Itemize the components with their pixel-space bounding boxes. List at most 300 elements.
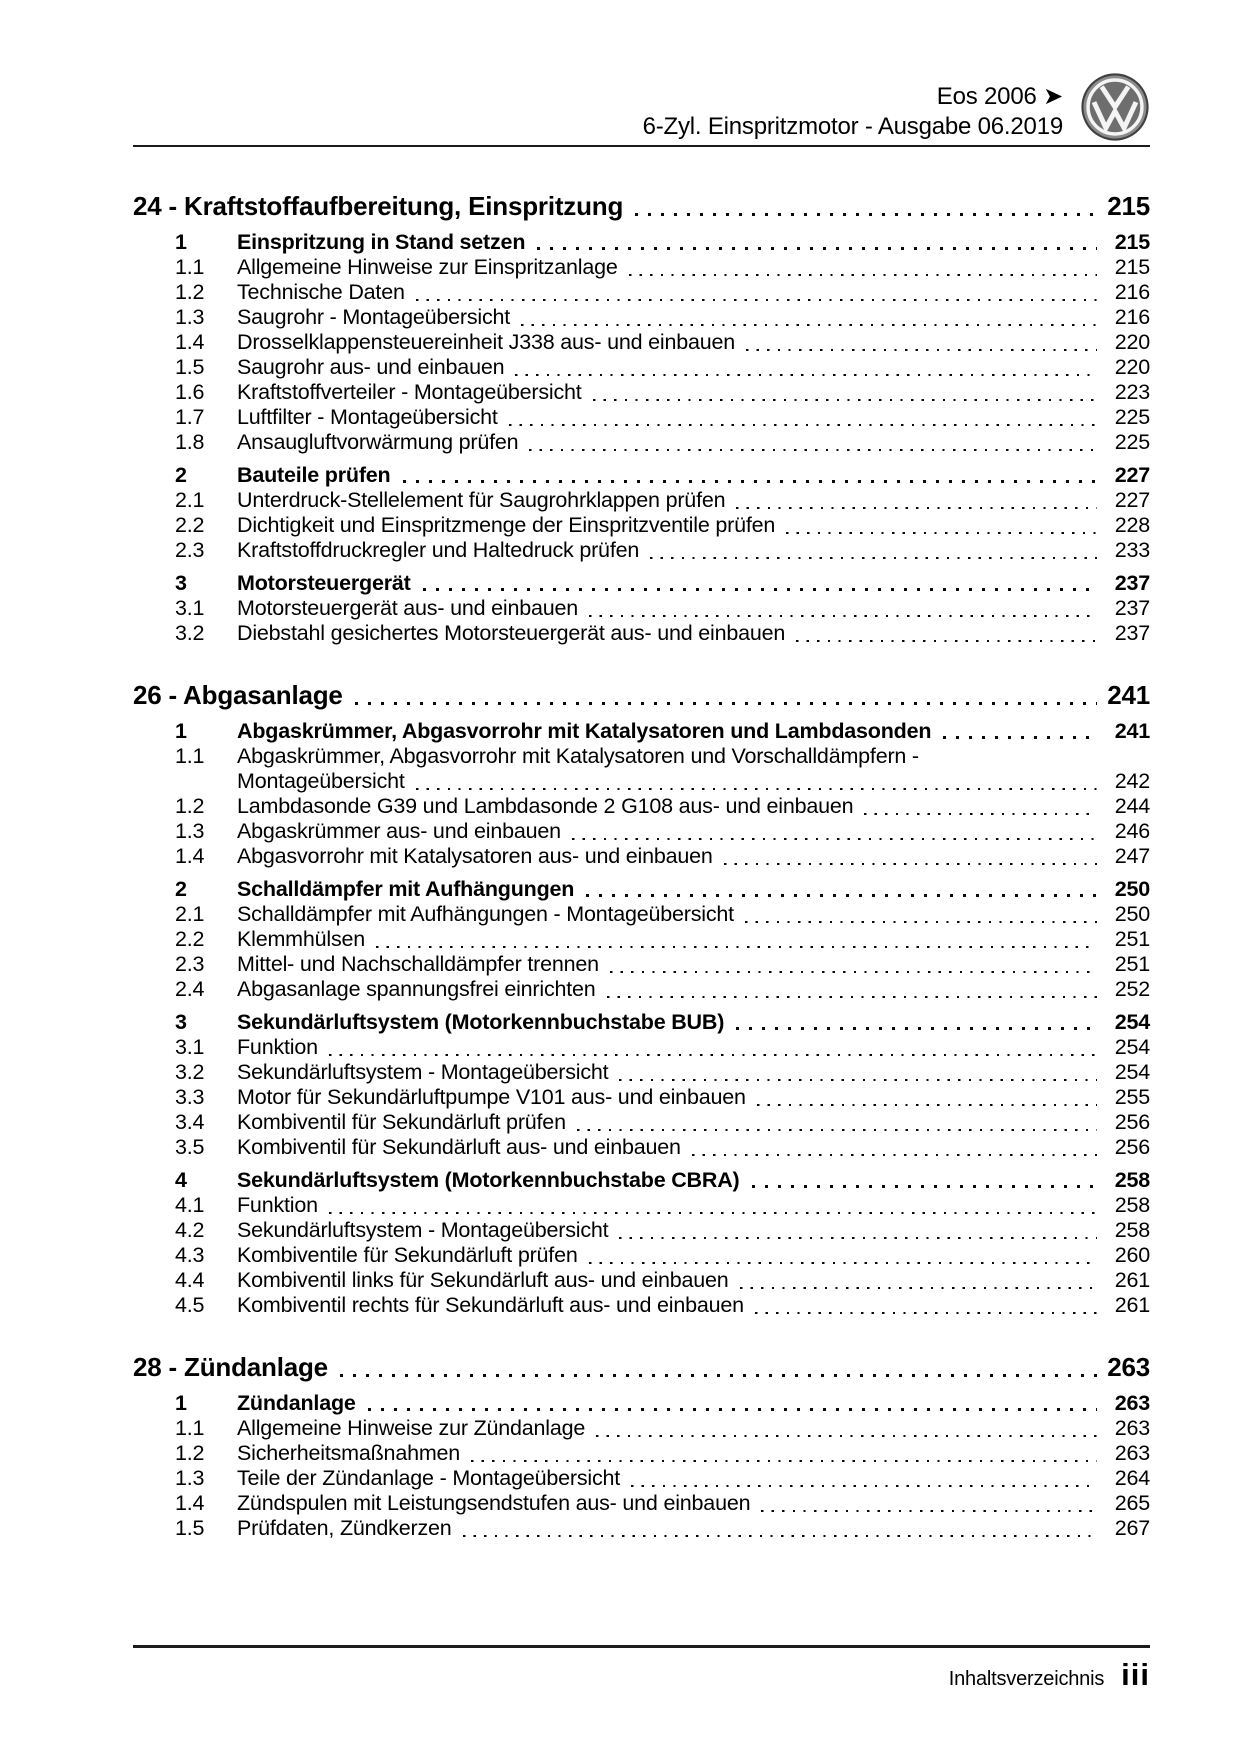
page-number: 215 bbox=[1114, 255, 1150, 279]
entry-number: 1 bbox=[175, 230, 187, 254]
entry-title-line bbox=[237, 1268, 1150, 1293]
page-number: 250 bbox=[1114, 877, 1150, 901]
entry-content bbox=[237, 230, 1150, 255]
chapter-title: 28 - Zündanlage bbox=[133, 1352, 328, 1382]
entry-content bbox=[237, 1516, 1150, 1541]
entry-title: Unterdruck-Stellelement für Saugrohrklappen prüfen bbox=[237, 488, 726, 512]
entry-content bbox=[237, 952, 1150, 977]
entry-content bbox=[237, 330, 1150, 355]
entry-number: 2.2 bbox=[175, 927, 205, 951]
entry-content bbox=[237, 430, 1150, 455]
entry-number: 3.3 bbox=[175, 1085, 205, 1109]
entry-content bbox=[237, 719, 1150, 744]
dot-leader bbox=[761, 1510, 1097, 1512]
entry-content bbox=[237, 513, 1150, 538]
entry-title: Sicherheitsmaßnahmen bbox=[237, 1441, 461, 1465]
page-number: 241 bbox=[1114, 719, 1150, 743]
page-number: 225 bbox=[1114, 405, 1150, 429]
dot-leader bbox=[631, 1485, 1097, 1487]
page-number: 254 bbox=[1114, 1060, 1150, 1084]
dot-leader bbox=[340, 1374, 1097, 1377]
page-number: 254 bbox=[1114, 1035, 1150, 1059]
entry-number: 3.2 bbox=[175, 621, 205, 645]
entry-number: 3.4 bbox=[175, 1110, 205, 1134]
page-number: 256 bbox=[1114, 1110, 1150, 1134]
entry-number: 1.3 bbox=[175, 1466, 205, 1490]
page-number: 263 bbox=[1114, 1391, 1150, 1415]
entry-content bbox=[237, 380, 1150, 405]
header-text-block bbox=[643, 82, 1063, 142]
toc-entry-row bbox=[133, 1010, 1150, 1035]
toc-entry-row bbox=[133, 1466, 1150, 1491]
toc-entry-row bbox=[133, 1243, 1150, 1268]
entry-content bbox=[237, 621, 1150, 646]
entry-title: Luftfilter - Montageübersicht bbox=[237, 405, 498, 429]
page-number: 228 bbox=[1114, 513, 1150, 537]
toc-entry-row bbox=[133, 1218, 1150, 1243]
entry-title-line bbox=[237, 430, 1150, 455]
page-number: 252 bbox=[1114, 977, 1150, 1001]
entry-title-line bbox=[237, 405, 1150, 430]
dot-leader bbox=[529, 449, 1097, 451]
entry-title: Funktion bbox=[237, 1035, 318, 1059]
entry-number: 1.4 bbox=[175, 844, 205, 868]
entry-title: Saugrohr - Montageübersicht bbox=[237, 305, 511, 329]
entry-title: Motor für Sekundärluftpumpe V101 aus- und einbauen bbox=[237, 1085, 746, 1109]
toc-chapter-heading-row bbox=[133, 191, 1150, 221]
toc-entry-row bbox=[133, 1268, 1150, 1293]
toc-entry-row bbox=[133, 877, 1150, 902]
toc-entry-row bbox=[133, 571, 1150, 596]
dot-leader bbox=[757, 1104, 1097, 1106]
entry-content bbox=[237, 280, 1150, 305]
entry-title-line bbox=[237, 1035, 1150, 1060]
entry-title-line bbox=[237, 952, 1150, 977]
page-number: 247 bbox=[1114, 844, 1150, 868]
toc-chapter bbox=[133, 680, 1150, 1318]
entry-number: 1.4 bbox=[175, 1491, 205, 1515]
toc-entry-row bbox=[133, 844, 1150, 869]
entry-title-line-2 bbox=[237, 769, 1150, 794]
chapter-title: 24 - Kraftstoffaufbereitung, Einspritzung bbox=[133, 191, 624, 221]
entry-content bbox=[237, 1110, 1150, 1135]
toc-entry-row bbox=[133, 621, 1150, 646]
dot-leader bbox=[572, 838, 1097, 840]
toc-entry-row bbox=[133, 488, 1150, 513]
entry-title-line bbox=[237, 280, 1150, 305]
entry-title-line bbox=[237, 255, 1150, 280]
entry-content bbox=[237, 794, 1150, 819]
toc-chapter bbox=[133, 191, 1150, 646]
toc-chapter bbox=[133, 1352, 1150, 1541]
page-number: 258 bbox=[1114, 1193, 1150, 1217]
entry-content bbox=[237, 463, 1150, 488]
entry-title-line bbox=[237, 621, 1150, 646]
dot-leader bbox=[577, 1129, 1097, 1131]
entry-title-line bbox=[237, 1135, 1150, 1160]
dot-leader bbox=[650, 557, 1097, 559]
entry-title-line bbox=[237, 977, 1150, 1002]
entry-title-line bbox=[237, 1168, 1150, 1193]
toc-entry-row bbox=[133, 927, 1150, 952]
entry-title-line bbox=[237, 596, 1150, 621]
toc-entry-row bbox=[133, 1193, 1150, 1218]
entry-title-line bbox=[237, 305, 1150, 330]
entry-title: Zündspulen mit Leistungsendstufen aus- und einbauen bbox=[237, 1491, 751, 1515]
entry-content bbox=[237, 255, 1150, 280]
dot-leader bbox=[589, 1262, 1097, 1264]
entry-number: 1.1 bbox=[175, 255, 205, 279]
page-number: 264 bbox=[1114, 1466, 1150, 1490]
page-number: 254 bbox=[1114, 1010, 1150, 1034]
entry-title: Technische Daten bbox=[237, 280, 405, 304]
page-number: 260 bbox=[1114, 1243, 1150, 1267]
entry-content bbox=[237, 1218, 1150, 1243]
page-number: 220 bbox=[1114, 330, 1150, 354]
entry-number: 1.1 bbox=[175, 744, 205, 768]
toc-entry-row bbox=[133, 280, 1150, 305]
entry-number: 2.4 bbox=[175, 977, 205, 1001]
entry-title-line bbox=[237, 719, 1150, 744]
page-number: 267 bbox=[1114, 1516, 1150, 1540]
entry-number: 1.2 bbox=[175, 1441, 205, 1465]
page-number: 242 bbox=[1114, 769, 1150, 793]
entry-number: 1.1 bbox=[175, 1416, 205, 1440]
entry-content bbox=[237, 405, 1150, 430]
toc-entry-row bbox=[133, 330, 1150, 355]
dot-leader bbox=[509, 424, 1097, 426]
entry-number: 2.1 bbox=[175, 902, 205, 926]
toc-entry-row bbox=[133, 513, 1150, 538]
header-edition-line: 6-Zyl. Einspritzmotor - Ausgabe 06.2019 bbox=[642, 113, 1063, 140]
toc-entry-row bbox=[133, 977, 1150, 1002]
entry-content bbox=[237, 1416, 1150, 1441]
header-model-line: Eos 2006 ➤ bbox=[936, 83, 1063, 110]
dot-leader bbox=[355, 702, 1097, 705]
entry-title: Sekundärluftsystem - Montageübersicht bbox=[237, 1218, 609, 1242]
dot-leader bbox=[745, 921, 1097, 923]
entry-content bbox=[237, 744, 1150, 794]
dot-leader bbox=[796, 640, 1097, 642]
footer-row bbox=[133, 1648, 1150, 1693]
page-number: 251 bbox=[1114, 952, 1150, 976]
entry-title: Klemmhülsen bbox=[237, 927, 366, 951]
entry-title: Schalldämpfer mit Aufhängungen - Montageübersicht bbox=[237, 902, 734, 926]
toc-entry-row bbox=[133, 744, 1150, 794]
entry-number: 1.8 bbox=[175, 430, 205, 454]
toc-entry-row bbox=[133, 1060, 1150, 1085]
entry-title-line bbox=[237, 463, 1150, 488]
entry-content bbox=[237, 1193, 1150, 1218]
entry-title: Ansaugluftvorwärmung prüfen bbox=[237, 430, 519, 454]
page-number: 237 bbox=[1114, 571, 1150, 595]
toc-entry-row bbox=[133, 230, 1150, 255]
dot-leader bbox=[329, 1212, 1097, 1214]
entry-title-line bbox=[237, 571, 1150, 596]
page-number: 263 bbox=[1114, 1416, 1150, 1440]
dot-leader bbox=[403, 480, 1098, 483]
dot-leader bbox=[537, 247, 1097, 250]
entry-number: 4.2 bbox=[175, 1218, 205, 1242]
entry-number: 1.2 bbox=[175, 280, 205, 304]
dot-leader bbox=[515, 374, 1097, 376]
dot-leader bbox=[521, 324, 1097, 326]
entry-title-line bbox=[237, 927, 1150, 952]
entry-title-line bbox=[237, 819, 1150, 844]
entry-number: 4.4 bbox=[175, 1268, 205, 1292]
dot-leader bbox=[329, 1054, 1097, 1056]
entry-title-line bbox=[237, 1466, 1150, 1491]
toc-entry-row bbox=[133, 1516, 1150, 1541]
entry-title: Prüfdaten, Zündkerzen bbox=[237, 1516, 452, 1540]
entry-content bbox=[237, 927, 1150, 952]
toc-entry-row bbox=[133, 255, 1150, 280]
page-number: 263 bbox=[1107, 1352, 1150, 1382]
page-number: 233 bbox=[1114, 538, 1150, 562]
entry-content bbox=[237, 977, 1150, 1002]
entry-content bbox=[237, 1085, 1150, 1110]
entry-title: Saugrohr aus- und einbauen bbox=[237, 355, 505, 379]
page-number: 265 bbox=[1114, 1491, 1150, 1515]
entry-title-line bbox=[237, 513, 1150, 538]
entry-content bbox=[237, 877, 1150, 902]
entry-content bbox=[237, 819, 1150, 844]
dot-leader bbox=[619, 1237, 1097, 1239]
dot-leader bbox=[589, 615, 1097, 617]
toc-entry-row bbox=[133, 305, 1150, 330]
entry-title-line bbox=[237, 1391, 1150, 1416]
entry-number: 2 bbox=[175, 463, 187, 487]
entry-title-continued: Montageübersicht bbox=[237, 769, 405, 793]
entry-content bbox=[237, 488, 1150, 513]
toc-entry-row bbox=[133, 596, 1150, 621]
entry-content bbox=[237, 538, 1150, 563]
dot-leader bbox=[416, 788, 1097, 790]
dot-leader bbox=[746, 349, 1097, 351]
entry-number: 2.3 bbox=[175, 952, 205, 976]
page-number: 263 bbox=[1114, 1441, 1150, 1465]
dot-leader bbox=[629, 274, 1097, 276]
entry-number: 1.5 bbox=[175, 355, 205, 379]
entry-title-line bbox=[237, 744, 1150, 769]
entry-title-line bbox=[237, 230, 1150, 255]
entry-title-line bbox=[237, 1218, 1150, 1243]
entry-content bbox=[237, 355, 1150, 380]
dot-leader bbox=[736, 1027, 1097, 1030]
page-footer bbox=[133, 1645, 1150, 1693]
dot-leader bbox=[368, 1408, 1097, 1411]
entry-content bbox=[237, 902, 1150, 927]
page-number: 223 bbox=[1114, 380, 1150, 404]
toc-entry-row bbox=[133, 719, 1150, 744]
entry-content bbox=[237, 1010, 1150, 1035]
entry-number: 3.1 bbox=[175, 1035, 205, 1059]
entry-content bbox=[237, 1441, 1150, 1466]
entry-number: 4.1 bbox=[175, 1193, 205, 1217]
entry-title-line bbox=[237, 902, 1150, 927]
entry-title: Kombiventil rechts für Sekundärluft aus- und einbauen bbox=[237, 1293, 744, 1317]
entry-title-line bbox=[237, 538, 1150, 563]
dot-leader bbox=[635, 213, 1097, 216]
entry-title: Sekundärluftsystem (Motorkennbuchstabe CBRA) bbox=[237, 1168, 740, 1192]
entry-title: Abgaskrümmer aus- und einbauen bbox=[237, 819, 561, 843]
entry-number: 3.5 bbox=[175, 1135, 205, 1159]
dot-leader bbox=[607, 996, 1097, 998]
entry-title: Kombiventile für Sekundärluft prüfen bbox=[237, 1243, 578, 1267]
entry-number: 1.7 bbox=[175, 405, 205, 429]
toc bbox=[133, 191, 1150, 1541]
entry-number: 4 bbox=[175, 1168, 187, 1192]
toc-entry-row bbox=[133, 794, 1150, 819]
toc-entry-row bbox=[133, 1135, 1150, 1160]
entry-title: Kombiventil für Sekundärluft prüfen bbox=[237, 1110, 566, 1134]
toc-entry-row bbox=[133, 1110, 1150, 1135]
entry-number: 2 bbox=[175, 877, 187, 901]
toc-entry-row bbox=[133, 1491, 1150, 1516]
page-number: 215 bbox=[1114, 230, 1150, 254]
entry-title-line bbox=[237, 330, 1150, 355]
entry-title: Motorsteuergerät aus- und einbauen bbox=[237, 596, 579, 620]
entry-title-line bbox=[237, 1416, 1150, 1441]
dot-leader bbox=[692, 1154, 1097, 1156]
entry-content bbox=[237, 1391, 1150, 1416]
dot-leader bbox=[471, 1460, 1097, 1462]
toc-entry-row bbox=[133, 902, 1150, 927]
entry-content bbox=[237, 1060, 1150, 1085]
dot-leader bbox=[619, 1079, 1097, 1081]
entry-title: Funktion bbox=[237, 1193, 318, 1217]
entry-number: 1.3 bbox=[175, 305, 205, 329]
entry-title: Motorsteuergerät bbox=[237, 571, 411, 595]
toc-chapter-heading-row bbox=[133, 680, 1150, 710]
entry-content bbox=[237, 305, 1150, 330]
entry-title: Teile der Zündanlage - Montageübersicht bbox=[237, 1466, 621, 1490]
chapter-title: 26 - Abgasanlage bbox=[133, 680, 343, 710]
entry-title-line bbox=[237, 1293, 1150, 1318]
entry-title: Zündanlage bbox=[237, 1391, 356, 1415]
entry-number: 2.3 bbox=[175, 538, 205, 562]
entry-number: 3 bbox=[175, 571, 187, 595]
page-number: 258 bbox=[1114, 1218, 1150, 1242]
page-number: 241 bbox=[1107, 680, 1150, 710]
dot-leader bbox=[416, 299, 1097, 301]
entry-title: Schalldämpfer mit Aufhängungen bbox=[237, 877, 575, 901]
toc-entry-row bbox=[133, 1293, 1150, 1318]
entry-title: Sekundärluftsystem (Motorkennbuchstabe BUB) bbox=[237, 1010, 725, 1034]
entry-title: Kombiventil für Sekundärluft aus- und einbauen bbox=[237, 1135, 681, 1159]
entry-title-line bbox=[237, 794, 1150, 819]
entry-content bbox=[237, 1168, 1150, 1193]
toc-entry-row bbox=[133, 1035, 1150, 1060]
entry-title-line bbox=[237, 355, 1150, 380]
entry-title: Allgemeine Hinweise zur Zündanlage bbox=[237, 1416, 586, 1440]
entry-title: Abgasanlage spannungsfrei einrichten bbox=[237, 977, 596, 1001]
page-number: 256 bbox=[1114, 1135, 1150, 1159]
entry-title: Bauteile prüfen bbox=[237, 463, 391, 487]
entry-content bbox=[237, 1243, 1150, 1268]
entry-number: 1.2 bbox=[175, 794, 205, 818]
page-number: 227 bbox=[1114, 488, 1150, 512]
page-number: 227 bbox=[1114, 463, 1150, 487]
toc-entry-row bbox=[133, 1168, 1150, 1193]
toc-entry-row bbox=[133, 1085, 1150, 1110]
entry-number: 1 bbox=[175, 1391, 187, 1415]
entry-title: Kombiventil links für Sekundärluft aus- und einbauen bbox=[237, 1268, 729, 1292]
toc-entry-row bbox=[133, 819, 1150, 844]
entry-content bbox=[237, 1466, 1150, 1491]
entry-title-line bbox=[237, 1110, 1150, 1135]
entry-title-line bbox=[237, 380, 1150, 405]
entry-number: 4.5 bbox=[175, 1293, 205, 1317]
entry-title: Sekundärluftsystem - Montageübersicht bbox=[237, 1060, 609, 1084]
entry-number: 1.3 bbox=[175, 819, 205, 843]
entry-title: Diebstahl gesichertes Motorsteuergerät aus- und einbauen bbox=[237, 621, 786, 645]
dot-leader bbox=[376, 946, 1097, 948]
page-number: 237 bbox=[1114, 596, 1150, 620]
entry-title-line bbox=[237, 1516, 1150, 1541]
page-number: 261 bbox=[1114, 1293, 1150, 1317]
entry-title-line bbox=[237, 877, 1150, 902]
dot-leader bbox=[752, 1185, 1098, 1188]
page-number: 225 bbox=[1114, 430, 1150, 454]
dot-leader bbox=[736, 507, 1097, 509]
entry-number: 3.1 bbox=[175, 596, 205, 620]
dot-leader bbox=[610, 971, 1097, 973]
toc-entry-row bbox=[133, 380, 1150, 405]
toc-entry-row bbox=[133, 355, 1150, 380]
toc-entry-row bbox=[133, 1441, 1150, 1466]
page-number: 251 bbox=[1114, 927, 1150, 951]
entry-number: 2.2 bbox=[175, 513, 205, 537]
toc-entry-row bbox=[133, 1416, 1150, 1441]
entry-title-line bbox=[237, 488, 1150, 513]
entry-title-line bbox=[237, 1243, 1150, 1268]
entry-title: Abgasvorrohr mit Katalysatoren aus- und einbauen bbox=[237, 844, 713, 868]
dot-leader bbox=[786, 532, 1097, 534]
entry-title-line bbox=[237, 1441, 1150, 1466]
entry-title: Kraftstoffverteiler - Montageübersicht bbox=[237, 380, 582, 404]
entry-title-line bbox=[237, 1491, 1150, 1516]
entry-number: 2.1 bbox=[175, 488, 205, 512]
toc-entry-row bbox=[133, 405, 1150, 430]
page-number: 246 bbox=[1114, 819, 1150, 843]
page-number: 261 bbox=[1114, 1268, 1150, 1292]
entry-number: 3.2 bbox=[175, 1060, 205, 1084]
entry-number: 1.6 bbox=[175, 380, 205, 404]
page-number: 244 bbox=[1114, 794, 1150, 818]
entry-title: Kraftstoffdruckregler und Haltedruck prüfen bbox=[237, 538, 640, 562]
entry-title-line bbox=[237, 1193, 1150, 1218]
page-number: 237 bbox=[1114, 621, 1150, 645]
entry-title: Abgaskrümmer, Abgasvorrohr mit Katalysatoren und Vorschalldämpfern - bbox=[237, 744, 919, 768]
entry-number: 4.3 bbox=[175, 1243, 205, 1267]
entry-content bbox=[237, 596, 1150, 621]
vw-logo-icon bbox=[1080, 72, 1150, 142]
dot-leader bbox=[463, 1535, 1097, 1537]
footer-section-label: Inhaltsverzeichnis bbox=[948, 1668, 1105, 1690]
entry-content bbox=[237, 1293, 1150, 1318]
dot-leader bbox=[593, 399, 1097, 401]
entry-title-line bbox=[237, 1060, 1150, 1085]
dot-leader bbox=[423, 588, 1097, 591]
entry-number: 1.5 bbox=[175, 1516, 205, 1540]
entry-title: Drosselklappensteuereinheit J338 aus- und einbauen bbox=[237, 330, 735, 354]
entry-content bbox=[237, 571, 1150, 596]
page-number: 216 bbox=[1114, 305, 1150, 329]
dot-leader bbox=[864, 813, 1097, 815]
dot-leader bbox=[586, 894, 1097, 897]
page-number: 255 bbox=[1114, 1085, 1150, 1109]
